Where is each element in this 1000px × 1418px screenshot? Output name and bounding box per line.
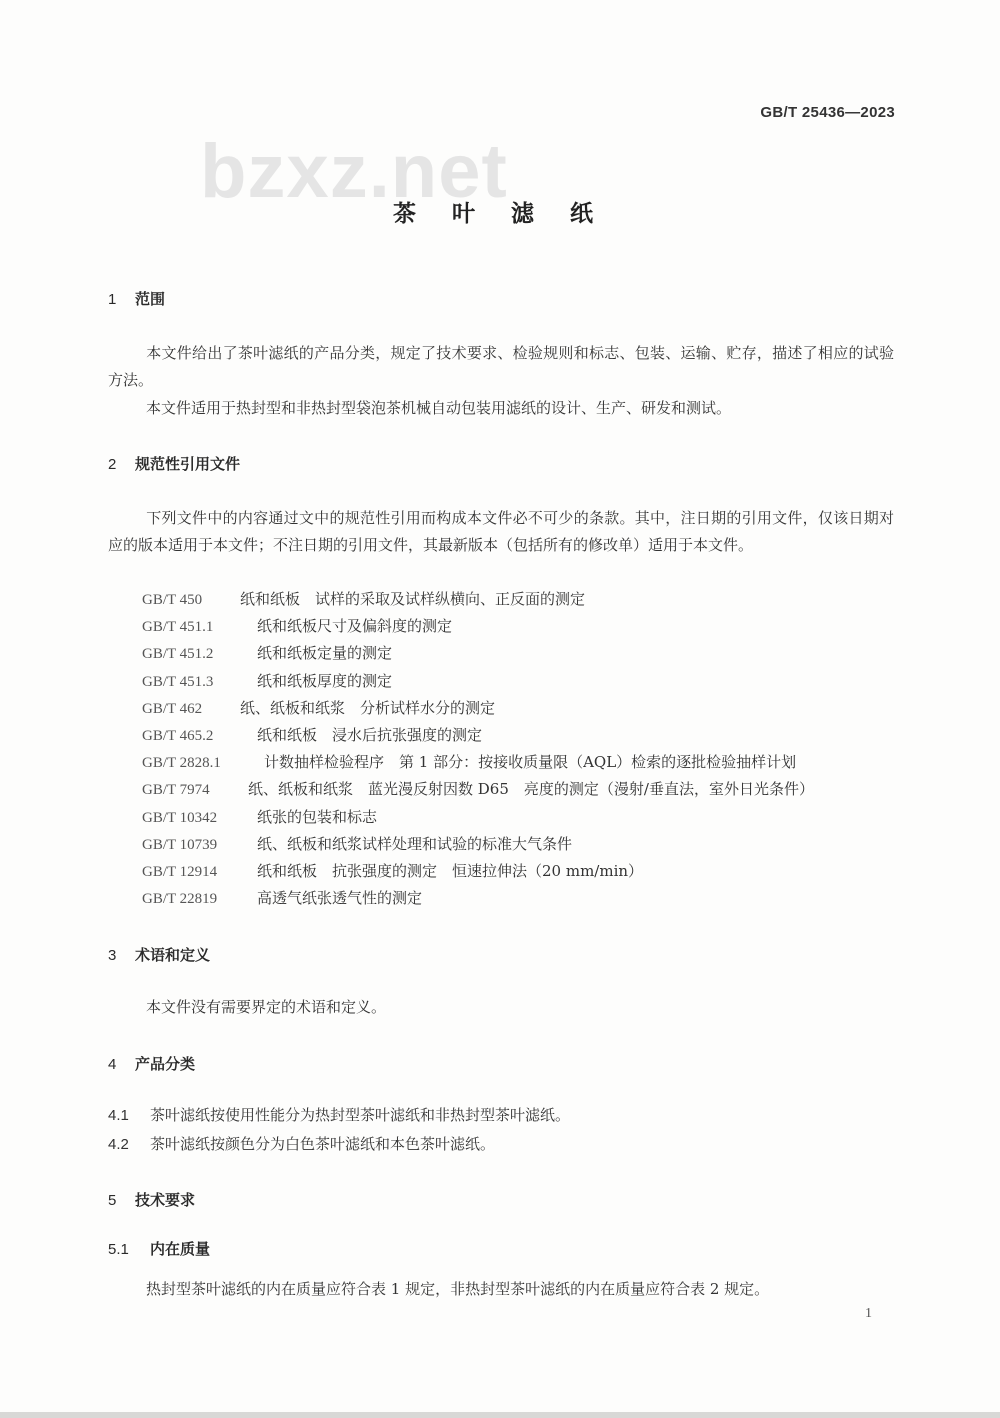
- reference-item: [142, 831, 814, 858]
- reference-item: [142, 640, 814, 667]
- section-heading-product-classification: [108, 1053, 195, 1074]
- watermark: bzxz.net: [200, 129, 508, 214]
- section-number: 2: [108, 456, 117, 473]
- clause-text: 茶叶滤纸按使用性能分为热封型茶叶滤纸和非热封型茶叶滤纸。: [150, 1106, 571, 1124]
- subsection-heading-intrinsic-quality: [108, 1238, 210, 1259]
- reference-code: GB/T 451.3: [142, 673, 214, 690]
- reference-item: [142, 858, 814, 885]
- reference-code: GB/T 465.2: [142, 727, 214, 744]
- reference-item: [142, 885, 814, 912]
- reference-title: 纸、纸板和纸浆 蓝光漫反射因数 D65 亮度的测定（漫射/垂直法，室外日光条件）: [248, 780, 814, 799]
- reference-code: GB/T 22819: [142, 891, 218, 908]
- reference-title: 纸、纸板和纸浆试样处理和试验的标准大气条件: [257, 834, 573, 853]
- section-heading-terms-definitions: [108, 944, 210, 965]
- clause-number: 4.1: [108, 1107, 129, 1124]
- section-title: 产品分类: [135, 1055, 196, 1073]
- section-number: 5: [108, 1192, 117, 1209]
- section-heading-normative-references: [108, 453, 240, 474]
- reference-item: [142, 668, 814, 695]
- section-title: 规范性引用文件: [135, 455, 241, 473]
- document-title: 茶 叶 滤 纸: [392, 201, 608, 227]
- section-title: 术语和定义: [135, 946, 211, 964]
- paragraph: 本文件给出了茶叶滤纸的产品分类，规定了技术要求、检验规则和标志、包装、运输、贮存，描述了相应的试验方法。: [108, 344, 894, 389]
- reference-list: [142, 586, 814, 912]
- paragraph: 热封型茶叶滤纸的内在质量应符合表 1 规定，非热封型茶叶滤纸的内在质量应符合表 2 规定。: [146, 1280, 770, 1298]
- reference-title: 纸张的包装和标志: [257, 807, 378, 826]
- reference-code: GB/T 462: [142, 700, 203, 717]
- clause-text: 茶叶滤纸按颜色分为白色茶叶滤纸和本色茶叶滤纸。: [150, 1135, 496, 1153]
- reference-item: [142, 586, 814, 613]
- reference-item: [142, 749, 814, 776]
- reference-title: 纸和纸板 抗张强度的测定 恒速拉伸法（20 mm/min）: [257, 861, 644, 880]
- section-heading-technical-requirements: [108, 1189, 195, 1210]
- reference-item: [142, 722, 814, 749]
- page-edge: [0, 1412, 1000, 1418]
- reference-code: GB/T 10739: [142, 836, 218, 853]
- subsection-title: 内在质量: [150, 1240, 211, 1258]
- section-heading-scope: [108, 288, 165, 309]
- reference-code: GB/T 2828.1: [142, 755, 221, 772]
- section-number: 4: [108, 1056, 117, 1073]
- standard-code: GB/T 25436—2023: [760, 104, 895, 121]
- reference-title: 纸和纸板定量的测定: [257, 644, 393, 663]
- reference-item: [142, 804, 814, 831]
- reference-title: 纸、纸板和纸浆 分析试样水分的测定: [240, 698, 496, 717]
- reference-title: 纸和纸板尺寸及偏斜度的测定: [257, 617, 453, 636]
- reference-item: [142, 776, 814, 803]
- reference-title: 纸和纸板 浸水后抗张强度的测定: [257, 725, 483, 744]
- subsection-number: 5.1: [108, 1241, 129, 1258]
- reference-item: [142, 695, 814, 722]
- reference-title: 高透气纸张透气性的测定: [257, 889, 423, 908]
- paragraph: 本文件没有需要界定的术语和定义。: [146, 998, 387, 1016]
- reference-code: GB/T 451.2: [142, 646, 214, 663]
- clause-4-1: [108, 1104, 570, 1125]
- paragraph: 下列文件中的内容通过文中的规范性引用而构成本文件必不可少的条款。其中，注日期的引用文件，仅该日期对应的版本适用于本文件；不注日期的引用文件，其最新版本（包括所有的修改单）适用于本文件。: [108, 509, 894, 554]
- section-title: 技术要求: [135, 1191, 196, 1209]
- section-title: 范围: [135, 290, 166, 308]
- reference-code: GB/T 7974: [142, 782, 210, 799]
- section-number: 3: [108, 947, 117, 964]
- page-number: 1: [865, 1306, 872, 1321]
- reference-code: GB/T 451.1: [142, 619, 214, 636]
- reference-code: GB/T 450: [142, 592, 203, 608]
- reference-title: 纸和纸板厚度的测定: [257, 671, 393, 690]
- reference-item: [142, 613, 814, 640]
- reference-title: 纸和纸板 试样的采取及试样纵横向、正反面的测定: [240, 590, 586, 608]
- reference-code: GB/T 10342: [142, 809, 218, 826]
- reference-code: GB/T 12914: [142, 863, 218, 880]
- paragraph: 本文件适用于热封型和非热封型袋泡茶机械自动包装用滤纸的设计、生产、研发和测试。: [146, 399, 732, 417]
- clause-4-2: [108, 1133, 495, 1154]
- clause-number: 4.2: [108, 1136, 129, 1153]
- section-number: 1: [108, 291, 117, 308]
- reference-title: 计数抽样检验程序 第 1 部分：按接收质量限（AQL）检索的逐批检验抽样计划: [264, 753, 797, 772]
